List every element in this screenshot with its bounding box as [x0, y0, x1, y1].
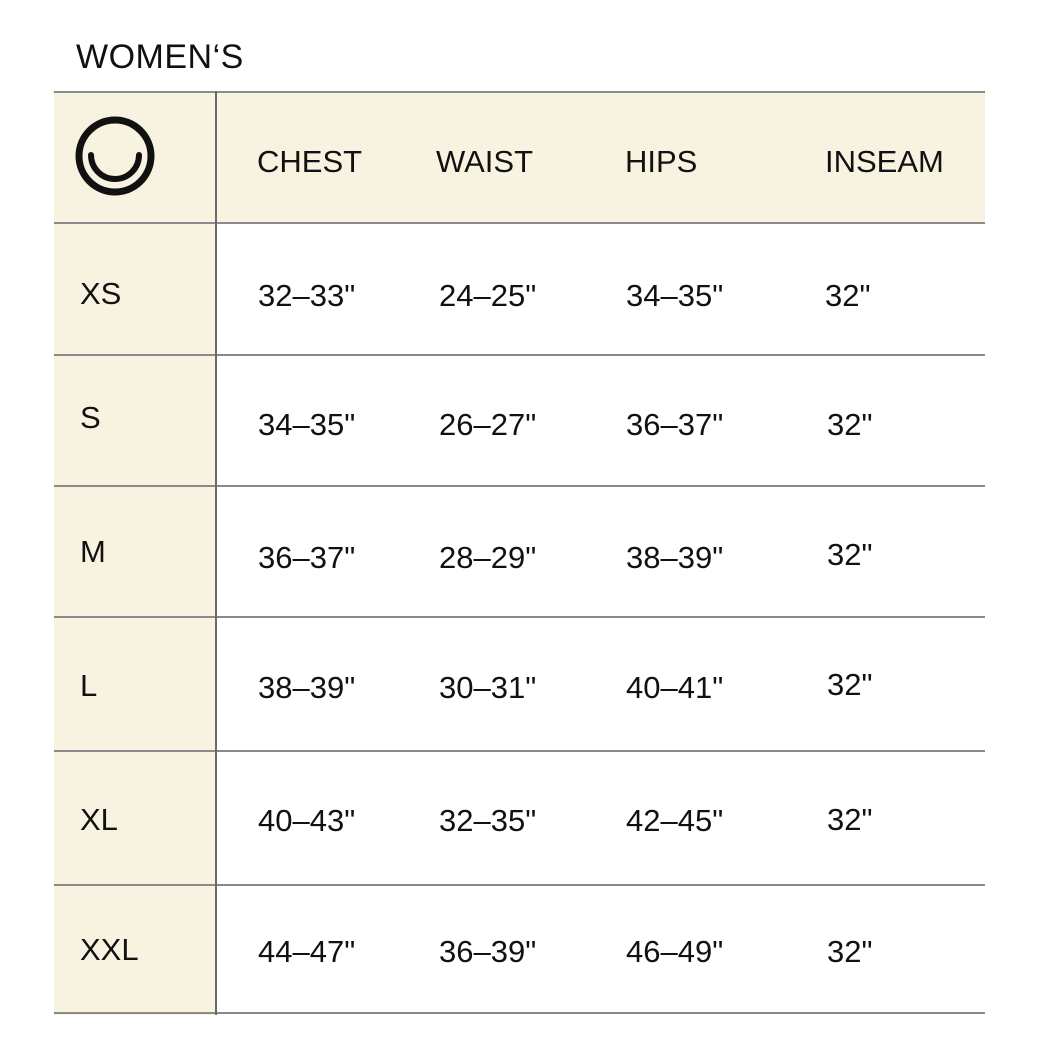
table-cell-inseam: 32" [827, 667, 873, 702]
column-header-inseam: INSEAM [825, 144, 944, 179]
smile-logo-icon [74, 115, 156, 197]
table-cell-waist: 24–25" [439, 278, 537, 313]
table-cell-chest: 44–47" [258, 934, 356, 969]
table-cell-chest: 40–43" [258, 803, 356, 838]
table-divider [54, 354, 985, 356]
table-cell-waist: 32–35" [439, 803, 537, 838]
table-cell-chest: 36–37" [258, 540, 356, 575]
table-divider-bottom [54, 1012, 985, 1014]
size-label: M [80, 534, 106, 569]
size-column-divider [215, 91, 217, 1015]
table-cell-hips: 38–39" [626, 540, 724, 575]
page-title: WOMEN‘S [76, 38, 244, 76]
table-cell-inseam: 32" [827, 537, 873, 572]
table-cell-chest: 34–35" [258, 407, 356, 442]
table-cell-waist: 28–29" [439, 540, 537, 575]
table-cell-inseam: 32" [825, 278, 871, 313]
table-divider [54, 616, 985, 618]
table-cell-hips: 42–45" [626, 803, 724, 838]
size-label: XS [80, 276, 122, 311]
table-cell-inseam: 32" [827, 802, 873, 837]
size-label: XXL [80, 932, 139, 967]
table-divider-top [54, 91, 985, 93]
column-header-chest: CHEST [257, 144, 363, 179]
table-cell-waist: 36–39" [439, 934, 537, 969]
table-cell-inseam: 32" [827, 407, 873, 442]
table-cell-waist: 30–31" [439, 670, 537, 705]
table-cell-chest: 32–33" [258, 278, 356, 313]
table-cell-hips: 40–41" [626, 670, 724, 705]
table-divider [54, 485, 985, 487]
table-divider [54, 750, 985, 752]
table-cell-hips: 46–49" [626, 934, 724, 969]
table-cell-chest: 38–39" [258, 670, 356, 705]
column-header-waist: WAIST [436, 144, 534, 179]
size-label: S [80, 400, 101, 435]
size-column-background [54, 223, 216, 1015]
table-cell-inseam: 32" [827, 934, 873, 969]
table-divider [54, 222, 985, 224]
column-header-hips: HIPS [625, 144, 698, 179]
table-cell-hips: 34–35" [626, 278, 724, 313]
table-cell-hips: 36–37" [626, 407, 724, 442]
size-chart-table [54, 91, 985, 1015]
size-label: XL [80, 802, 118, 837]
table-cell-waist: 26–27" [439, 407, 537, 442]
table-divider [54, 884, 985, 886]
size-label: L [80, 668, 98, 703]
